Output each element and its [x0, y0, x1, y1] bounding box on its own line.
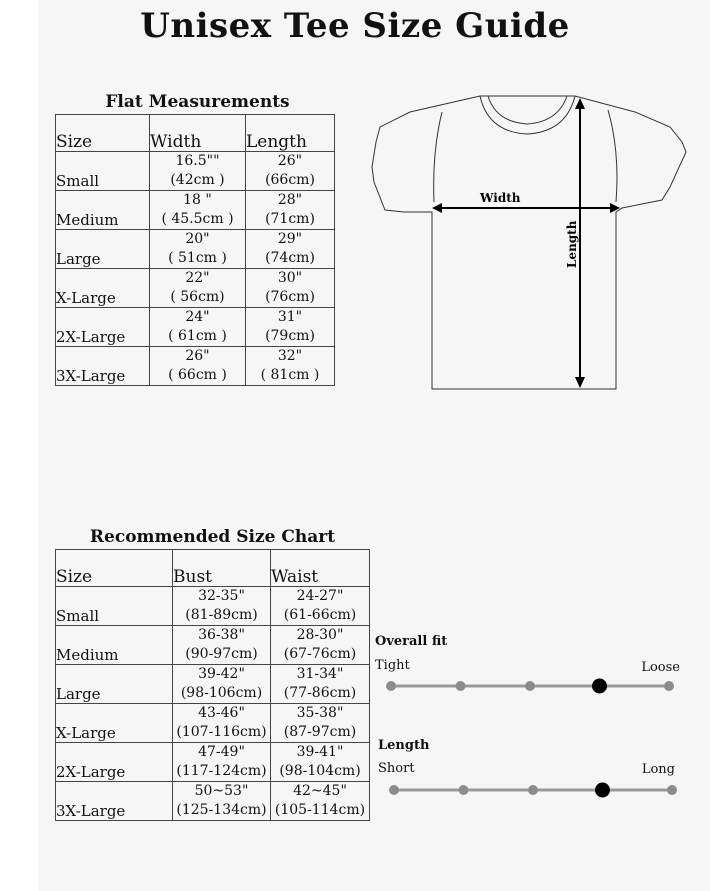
scale-dot	[664, 681, 674, 691]
bust-value: 50~53" (125-134cm)	[173, 782, 271, 821]
header-size: Size	[56, 550, 173, 587]
table-row	[56, 191, 335, 230]
width-label: Width	[480, 191, 521, 205]
length-label: Length	[565, 220, 579, 268]
bust-value: 47-49" (117-124cm)	[173, 743, 271, 782]
width-value: 22" ( 56cm)	[150, 269, 246, 308]
length-value: 29" (74cm)	[246, 230, 335, 269]
header-waist: Waist	[271, 550, 370, 587]
length-fit-track	[378, 778, 695, 802]
page-title: Unisex Tee Size Guide	[140, 6, 570, 46]
size-label: Large	[56, 665, 173, 704]
header-bust: Bust	[173, 550, 271, 587]
flat-measurements-table	[55, 114, 335, 386]
recommended-size-title: Recommended Size Chart	[89, 527, 336, 547]
table-row	[56, 665, 370, 704]
waist-value: 31-34" (77-86cm)	[271, 665, 370, 704]
scale-selected-dot	[592, 679, 607, 694]
overall-fit-scale	[375, 634, 695, 704]
length-value: 26" (66cm)	[246, 152, 335, 191]
overall-fit-title: Overall fit	[375, 634, 448, 649]
size-label: Large	[56, 230, 150, 269]
waist-value: 35-38" (87-97cm)	[271, 704, 370, 743]
waist-value: 24-27" (61-66cm)	[271, 587, 370, 626]
scale-dot	[386, 681, 396, 691]
table-row	[56, 782, 370, 821]
size-label: 2X-Large	[56, 743, 173, 782]
table-row	[56, 152, 335, 191]
waist-value: 39-41" (98-104cm)	[271, 743, 370, 782]
recommended-size-table	[55, 549, 370, 821]
table-row	[56, 587, 370, 626]
table-row	[56, 347, 335, 386]
table-row	[56, 308, 335, 347]
tshirt-outline	[372, 96, 686, 389]
width-value: 24" ( 61cm )	[150, 308, 246, 347]
overall-fit-right-label: Loose	[641, 660, 680, 675]
tshirt-diagram	[370, 92, 690, 392]
scale-dot	[528, 785, 538, 795]
scale-selected-dot	[595, 783, 610, 798]
length-value: 28" (71cm)	[246, 191, 335, 230]
table-header-row	[56, 550, 370, 587]
length-value: 31" (79cm)	[246, 308, 335, 347]
table-row	[56, 626, 370, 665]
size-label: Small	[56, 152, 150, 191]
waist-value: 28-30" (67-76cm)	[271, 626, 370, 665]
table-header-row	[56, 115, 335, 152]
length-fit-left-label: Short	[378, 761, 415, 776]
size-label: 3X-Large	[56, 347, 150, 386]
scale-dot	[456, 681, 466, 691]
scale-dot	[525, 681, 535, 691]
flat-measurements-title: Flat Measurements	[105, 92, 290, 112]
waist-value: 42~45" (105-114cm)	[271, 782, 370, 821]
scale-dot	[389, 785, 399, 795]
scale-dot	[667, 785, 677, 795]
bust-value: 32-35" (81-89cm)	[173, 587, 271, 626]
bust-value: 43-46" (107-116cm)	[173, 704, 271, 743]
size-label: Medium	[56, 191, 150, 230]
size-label: 3X-Large	[56, 782, 173, 821]
size-label: 2X-Large	[56, 308, 150, 347]
width-value: 18 " ( 45.5cm )	[150, 191, 246, 230]
size-label: Medium	[56, 626, 173, 665]
header-width: Width	[150, 115, 246, 152]
bust-value: 36-38" (90-97cm)	[173, 626, 271, 665]
table-row	[56, 704, 370, 743]
table-row	[56, 269, 335, 308]
width-value: 16.5"" (42cm )	[150, 152, 246, 191]
overall-fit-track	[375, 674, 695, 698]
width-value: 20" ( 51cm )	[150, 230, 246, 269]
header-size: Size	[56, 115, 150, 152]
bust-value: 39-42" (98-106cm)	[173, 665, 271, 704]
size-label: Small	[56, 587, 173, 626]
table-row	[56, 743, 370, 782]
length-fit-right-label: Long	[641, 762, 675, 777]
length-value: 32" ( 81cm )	[246, 347, 335, 386]
header-length: Length	[246, 115, 335, 152]
length-value: 30" (76cm)	[246, 269, 335, 308]
size-label: X-Large	[56, 269, 150, 308]
size-label: X-Large	[56, 704, 173, 743]
scale-dot	[459, 785, 469, 795]
width-value: 26" ( 66cm )	[150, 347, 246, 386]
table-row	[56, 230, 335, 269]
length-fit-title: Length	[378, 738, 430, 753]
length-fit-scale	[378, 738, 695, 808]
overall-fit-left-label: Tight	[375, 658, 410, 673]
